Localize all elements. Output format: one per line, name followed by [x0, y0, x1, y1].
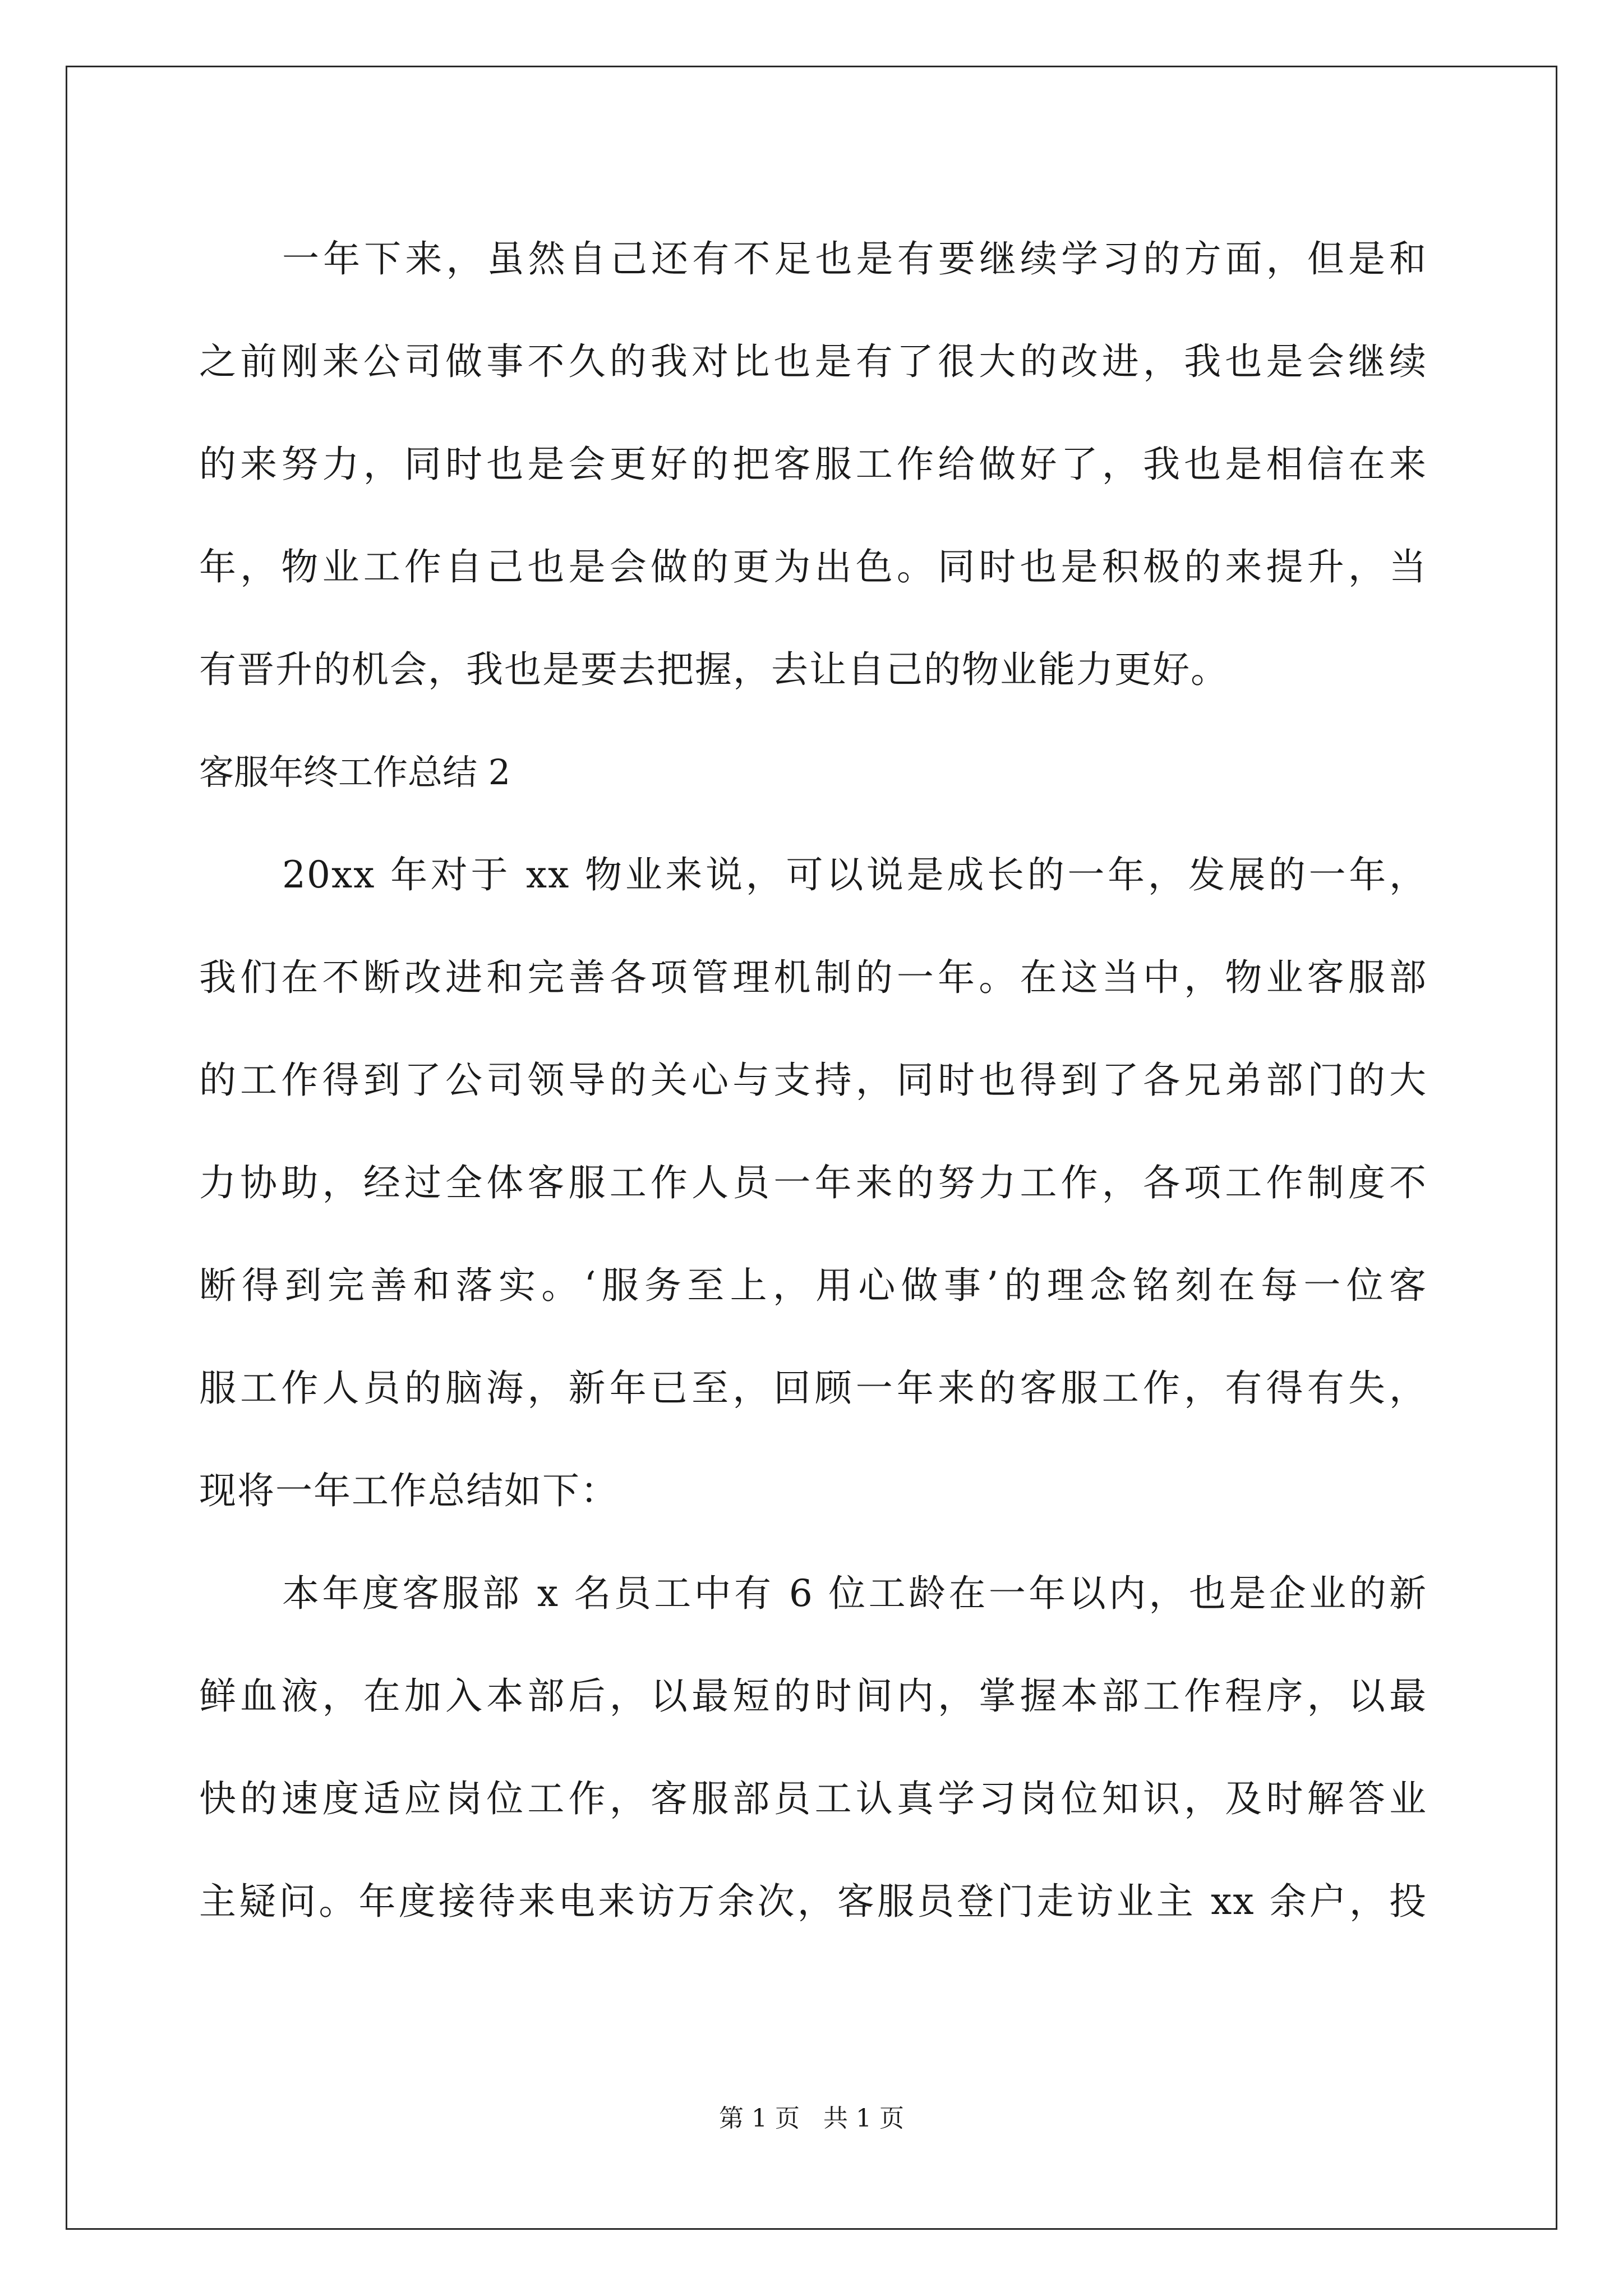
paragraph-line: 有晋升的机会，我也是要去把握，去让自己的物业能力更好。 [199, 648, 1229, 691]
paragraph-line: 快的速度适应岗位工作，客服部员工认真学习岗位知识，及时解答业 [199, 1777, 1427, 1820]
page-total: 共 1 页 [823, 2104, 904, 2133]
paragraph-1 [199, 208, 1427, 721]
paragraph-line: 力协助，经过全体客服工作人员一年来的努力工作，各项工作制度不 [199, 1161, 1427, 1204]
paragraph-line: 鲜血液，在加入本部后，以最短的时间内，掌握本部工作程序，以最 [199, 1674, 1427, 1718]
paragraph-line: 主疑问。年度接待来电来访万余次，客服员登门走访业主 xx 余户，投 [199, 1880, 1427, 1923]
section-title: 客服年终工作总结 2 [199, 752, 511, 793]
paragraph-line: 断得到完善和落实。‘服务至上，用心做事’的理念铭刻在每一位客 [199, 1264, 1427, 1307]
paragraph-line: 本年度客服部 x 名员工中有 6 位工龄在一年以内，也是企业的新 [282, 1572, 1427, 1615]
paragraph-3 [199, 1542, 1427, 1953]
paragraph-line: 20xx 年对于 xx 物业来说，可以说是成长的一年，发展的一年， [282, 853, 1427, 896]
page-footer [0, 2098, 1623, 2134]
paragraph-line: 一年下来，虽然自己还有不足也是有要继续学习的方面，但是和 [282, 237, 1427, 280]
page-number: 第 1 页 [719, 2104, 800, 2133]
document-body [199, 208, 1427, 1953]
paragraph-line: 服工作人员的脑海，新年已至，回顾一年来的客服工作，有得有失， [199, 1366, 1427, 1410]
paragraph-line: 的工作得到了公司领导的关心与支持，同时也得到了各兄弟部门的大 [199, 1059, 1427, 1102]
paragraph-line: 之前刚来公司做事不久的我对比也是有了很大的改进，我也是会继续 [199, 340, 1427, 383]
paragraph-line: 年，物业工作自己也是会做的更为出色。同时也是积极的来提升，当 [199, 545, 1427, 588]
paragraph-line: 我们在不断改进和完善各项管理机制的一年。在这当中，物业客服部 [199, 956, 1427, 999]
paragraph-line: 的来努力，同时也是会更好的把客服工作给做好了，我也是相信在来 [199, 443, 1427, 486]
paragraph-2 [199, 823, 1427, 1542]
paragraph-line: 现将一年工作总结如下： [199, 1469, 619, 1512]
